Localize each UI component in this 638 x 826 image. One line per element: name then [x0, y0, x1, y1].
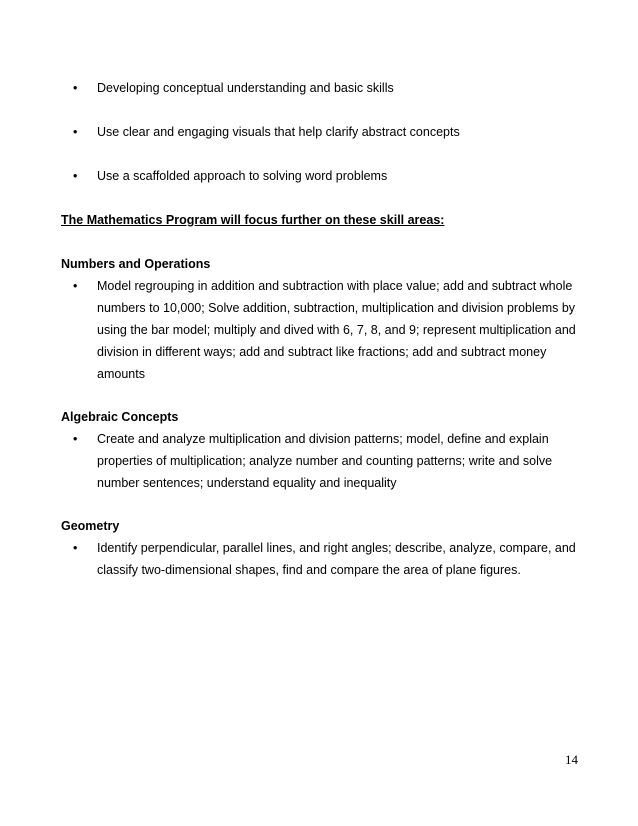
bullet-marker: •	[73, 169, 78, 183]
section-line: number sentences; understand equality and inequality	[97, 476, 397, 490]
section-line: Identify perpendicular, parallel lines, and right angles; describe, analyze, compare, and	[97, 541, 576, 555]
bullet-marker: •	[73, 279, 78, 293]
section-line: Model regrouping in addition and subtraction with place value; add and subtract whole	[97, 279, 573, 293]
section-line: numbers to 10,000; Solve addition, subtraction, multiplication and division problems by	[97, 301, 576, 315]
intro-bullet-3: Use a scaffolded approach to solving word problems	[97, 169, 388, 183]
section-line: division in different ways; add and subtract like fractions; add and subtract money	[97, 345, 547, 359]
section-title-numbers-operations: Numbers and Operations	[61, 257, 211, 271]
section-line: Create and analyze multiplication and division patterns; model, define and explain	[97, 432, 549, 446]
focus-heading: The Mathematics Program will focus further on these skill areas:	[61, 213, 445, 227]
section-line: classify two-dimensional shapes, find and compare the area of plane figures.	[97, 563, 521, 577]
bullet-marker: •	[73, 125, 78, 139]
section-title-algebraic-concepts: Algebraic Concepts	[61, 410, 179, 424]
section-line: amounts	[97, 367, 145, 381]
bullet-marker: •	[73, 81, 78, 95]
section-line: using the bar model; multiply and dived with 6, 7, 8, and 9; represent multiplication and	[97, 323, 576, 337]
section-title-geometry: Geometry	[61, 519, 120, 533]
bullet-marker: •	[73, 432, 78, 446]
bullet-marker: •	[73, 541, 78, 555]
intro-bullet-2: Use clear and engaging visuals that help clarify abstract concepts	[97, 125, 460, 139]
section-line: properties of multiplication; analyze number and counting patterns; write and solve	[97, 454, 553, 468]
intro-bullet-1: Developing conceptual understanding and basic skills	[97, 81, 394, 95]
page-number: 14	[565, 752, 578, 767]
